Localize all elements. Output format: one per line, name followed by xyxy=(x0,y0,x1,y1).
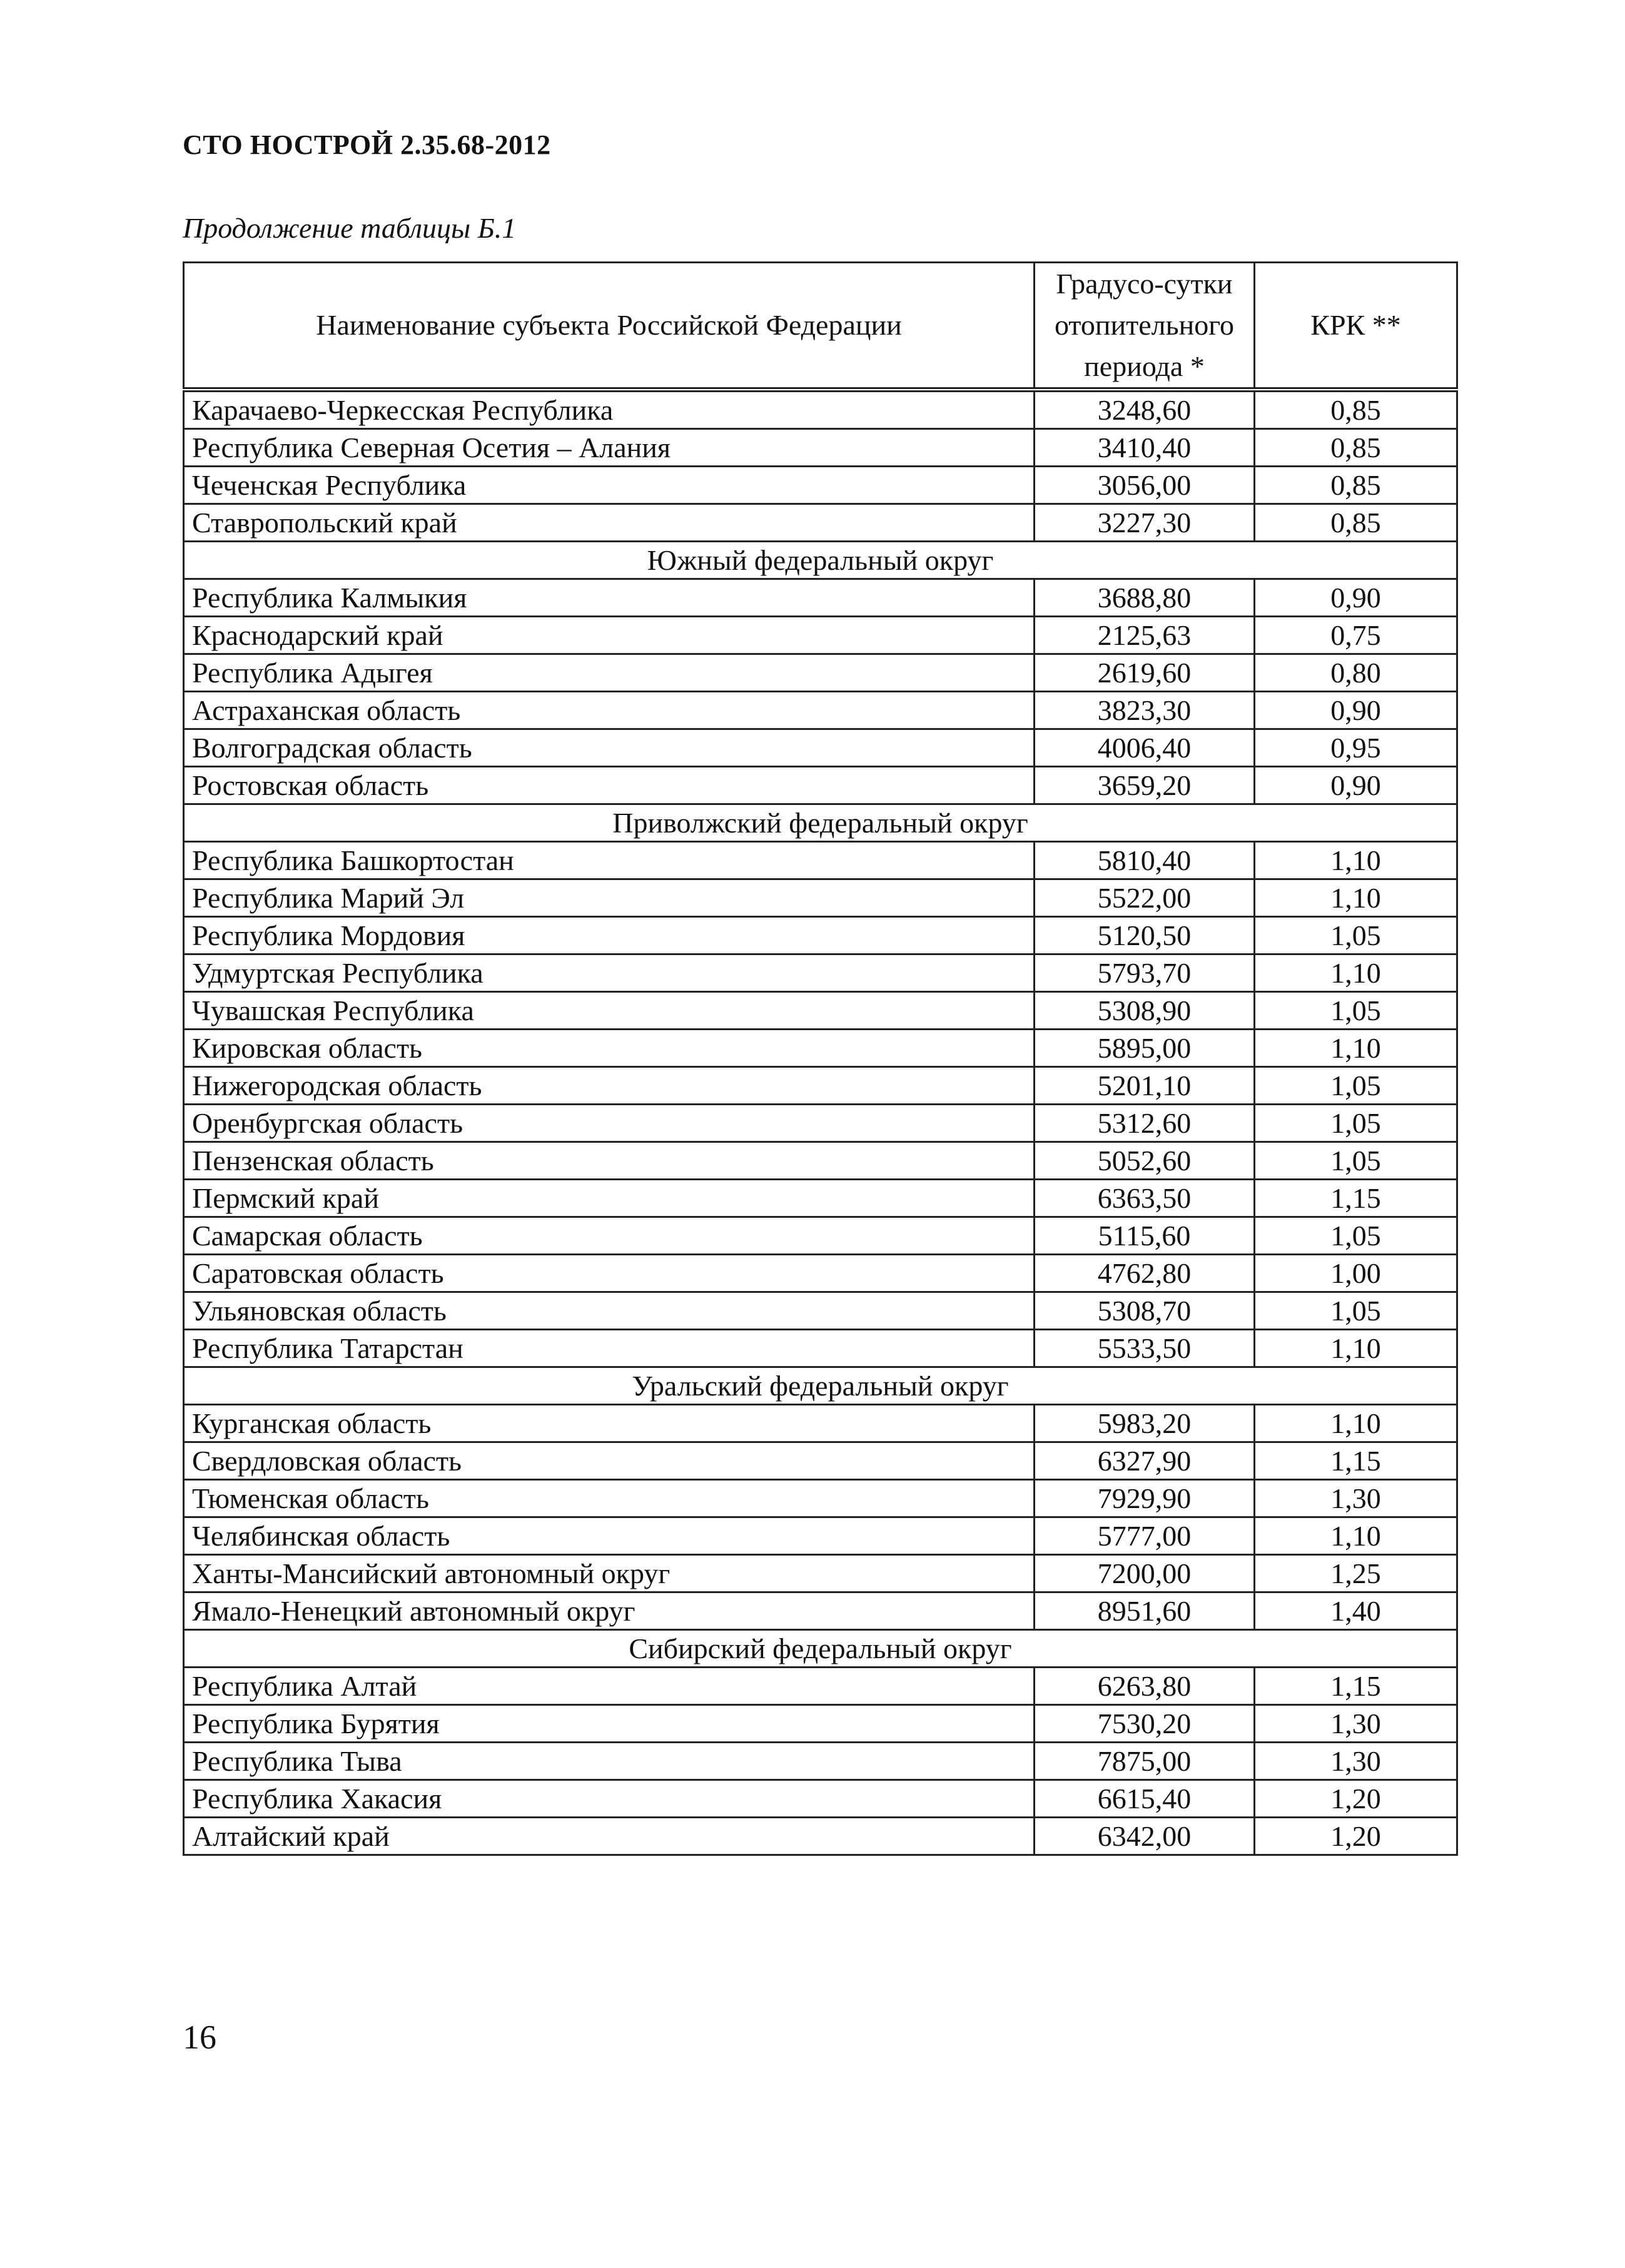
krk-cell: 1,30 xyxy=(1255,1480,1457,1517)
table-row xyxy=(184,1780,1457,1818)
region-name-cell: Оренбургская область xyxy=(184,1105,1035,1142)
region-name-cell: Республика Тыва xyxy=(184,1743,1035,1780)
krk-cell: 1,10 xyxy=(1255,1030,1457,1067)
federal-district-heading: Уральский федеральный округ xyxy=(184,1367,1457,1405)
degree-days-cell: 7875,00 xyxy=(1035,1743,1255,1780)
region-name-cell: Кировская область xyxy=(184,1030,1035,1067)
table-row xyxy=(184,467,1457,504)
krk-cell: 1,10 xyxy=(1255,1405,1457,1442)
degree-days-cell: 5983,20 xyxy=(1035,1405,1255,1442)
degree-days-cell: 3248,60 xyxy=(1035,390,1255,429)
region-name-cell: Ямало-Ненецкий автономный округ xyxy=(184,1592,1035,1630)
federal-district-heading: Южный федеральный округ xyxy=(184,542,1457,579)
region-name-cell: Удмуртская Республика xyxy=(184,954,1035,992)
degree-days-cell: 8951,60 xyxy=(1035,1592,1255,1630)
table-row xyxy=(184,617,1457,654)
degree-days-cell: 7929,90 xyxy=(1035,1480,1255,1517)
region-name-cell: Самарская область xyxy=(184,1217,1035,1255)
table-row xyxy=(184,654,1457,692)
degree-days-cell: 6363,50 xyxy=(1035,1180,1255,1217)
krk-cell: 1,10 xyxy=(1255,1330,1457,1367)
table-row xyxy=(184,1142,1457,1180)
krk-cell: 1,25 xyxy=(1255,1555,1457,1592)
krk-cell: 1,20 xyxy=(1255,1780,1457,1818)
region-name-cell: Республика Марий Эл xyxy=(184,879,1035,917)
krk-cell: 1,10 xyxy=(1255,1517,1457,1555)
table-row xyxy=(184,1105,1457,1142)
degree-days-cell: 5777,00 xyxy=(1035,1517,1255,1555)
krk-cell: 1,30 xyxy=(1255,1743,1457,1780)
degree-days-cell: 3823,30 xyxy=(1035,692,1255,729)
degree-days-cell: 5052,60 xyxy=(1035,1142,1255,1180)
region-name-cell: Республика Адыгея xyxy=(184,654,1035,692)
table-row xyxy=(184,1180,1457,1217)
table-row xyxy=(184,1555,1457,1592)
degree-days-cell: 5308,70 xyxy=(1035,1292,1255,1330)
column-header-region: Наименование субъекта Российской Федерации xyxy=(184,263,1035,390)
region-name-cell: Астраханская область xyxy=(184,692,1035,729)
region-name-cell: Пензенская область xyxy=(184,1142,1035,1180)
krk-cell: 1,10 xyxy=(1255,954,1457,992)
degree-days-cell: 5201,10 xyxy=(1035,1067,1255,1105)
region-name-cell: Карачаево-Черкесская Республика xyxy=(184,390,1035,429)
table-row xyxy=(184,1217,1457,1255)
krk-cell: 0,90 xyxy=(1255,579,1457,617)
degree-days-cell: 3688,80 xyxy=(1035,579,1255,617)
region-name-cell: Саратовская область xyxy=(184,1255,1035,1292)
krk-cell: 0,90 xyxy=(1255,767,1457,804)
degree-days-cell: 3410,40 xyxy=(1035,429,1255,467)
region-name-cell: Ставропольский край xyxy=(184,504,1035,542)
krk-cell: 1,10 xyxy=(1255,879,1457,917)
krk-cell: 0,85 xyxy=(1255,467,1457,504)
region-name-cell: Чеченская Республика xyxy=(184,467,1035,504)
region-name-cell: Волгоградская область xyxy=(184,729,1035,767)
table-row xyxy=(184,1668,1457,1705)
krk-cell: 0,90 xyxy=(1255,692,1457,729)
region-name-cell: Республика Алтай xyxy=(184,1668,1035,1705)
page-number: 16 xyxy=(183,2018,216,2056)
region-name-cell: Чувашская Республика xyxy=(184,992,1035,1030)
region-name-cell: Ханты-Мансийский автономный округ xyxy=(184,1555,1035,1592)
table-row xyxy=(184,1067,1457,1105)
krk-cell: 1,40 xyxy=(1255,1592,1457,1630)
degree-days-cell: 5895,00 xyxy=(1035,1030,1255,1067)
table-row xyxy=(184,1030,1457,1067)
degree-days-cell: 5115,60 xyxy=(1035,1217,1255,1255)
table-row xyxy=(184,992,1457,1030)
degree-days-cell: 5522,00 xyxy=(1035,879,1255,917)
degree-days-cell: 6327,90 xyxy=(1035,1442,1255,1480)
column-header-degree-days: Градусо-сутки отопительного периода * xyxy=(1035,263,1255,390)
degree-days-cell: 5120,50 xyxy=(1035,917,1255,954)
table-row xyxy=(184,1592,1457,1630)
table-row xyxy=(184,504,1457,542)
section-row xyxy=(184,1630,1457,1668)
krk-cell: 1,05 xyxy=(1255,1292,1457,1330)
table-caption: Продолжение таблицы Б.1 xyxy=(183,212,517,244)
region-name-cell: Республика Хакасия xyxy=(184,1780,1035,1818)
table-row xyxy=(184,1255,1457,1292)
table-row xyxy=(184,917,1457,954)
document-code: СТО НОСТРОЙ 2.35.68-2012 xyxy=(183,129,551,160)
regions-table xyxy=(183,261,1458,1856)
krk-cell: 1,00 xyxy=(1255,1255,1457,1292)
degree-days-cell: 4006,40 xyxy=(1035,729,1255,767)
region-name-cell: Республика Татарстан xyxy=(184,1330,1035,1367)
krk-cell: 1,10 xyxy=(1255,842,1457,879)
section-row xyxy=(184,1367,1457,1405)
degree-days-cell: 5312,60 xyxy=(1035,1105,1255,1142)
column-header-krk: КРК ** xyxy=(1255,263,1457,390)
table-header xyxy=(184,263,1457,390)
table-row xyxy=(184,1818,1457,1855)
degree-days-cell: 6342,00 xyxy=(1035,1818,1255,1855)
table-row xyxy=(184,1705,1457,1743)
region-name-cell: Республика Башкортостан xyxy=(184,842,1035,879)
region-name-cell: Нижегородская область xyxy=(184,1067,1035,1105)
degree-days-cell: 3227,30 xyxy=(1035,504,1255,542)
federal-district-heading: Приволжский федеральный округ xyxy=(184,804,1457,842)
degree-days-cell: 2619,60 xyxy=(1035,654,1255,692)
krk-cell: 1,30 xyxy=(1255,1705,1457,1743)
table-row xyxy=(184,692,1457,729)
krk-cell: 0,80 xyxy=(1255,654,1457,692)
region-name-cell: Краснодарский край xyxy=(184,617,1035,654)
krk-cell: 1,05 xyxy=(1255,1105,1457,1142)
degree-days-cell: 6615,40 xyxy=(1035,1780,1255,1818)
krk-cell: 1,05 xyxy=(1255,992,1457,1030)
krk-cell: 1,20 xyxy=(1255,1818,1457,1855)
table-row xyxy=(184,842,1457,879)
region-name-cell: Челябинская область xyxy=(184,1517,1035,1555)
krk-cell: 1,05 xyxy=(1255,1067,1457,1105)
table-row xyxy=(184,1442,1457,1480)
table-row xyxy=(184,429,1457,467)
degree-days-cell: 2125,63 xyxy=(1035,617,1255,654)
degree-days-cell: 3659,20 xyxy=(1035,767,1255,804)
header-row xyxy=(184,263,1457,390)
degree-days-cell: 5533,50 xyxy=(1035,1330,1255,1367)
region-name-cell: Свердловская область xyxy=(184,1442,1035,1480)
krk-cell: 1,05 xyxy=(1255,1142,1457,1180)
krk-cell: 0,95 xyxy=(1255,729,1457,767)
table-row xyxy=(184,879,1457,917)
krk-cell: 1,05 xyxy=(1255,917,1457,954)
krk-cell: 1,05 xyxy=(1255,1217,1457,1255)
krk-cell: 1,15 xyxy=(1255,1668,1457,1705)
federal-district-heading: Сибирский федеральный округ xyxy=(184,1630,1457,1668)
region-name-cell: Республика Северная Осетия – Алания xyxy=(184,429,1035,467)
region-name-cell: Республика Мордовия xyxy=(184,917,1035,954)
region-name-cell: Ульяновская область xyxy=(184,1292,1035,1330)
table-row xyxy=(184,390,1457,429)
table-row xyxy=(184,1743,1457,1780)
krk-cell: 0,85 xyxy=(1255,390,1457,429)
krk-cell: 0,85 xyxy=(1255,504,1457,542)
table-row xyxy=(184,1330,1457,1367)
region-name-cell: Республика Калмыкия xyxy=(184,579,1035,617)
krk-cell: 1,15 xyxy=(1255,1180,1457,1217)
table-row xyxy=(184,1480,1457,1517)
table-row xyxy=(184,1292,1457,1330)
degree-days-cell: 5810,40 xyxy=(1035,842,1255,879)
region-name-cell: Республика Бурятия xyxy=(184,1705,1035,1743)
krk-cell: 0,75 xyxy=(1255,617,1457,654)
table-row xyxy=(184,767,1457,804)
degree-days-cell: 5793,70 xyxy=(1035,954,1255,992)
region-name-cell: Алтайский край xyxy=(184,1818,1035,1855)
region-name-cell: Ростовская область xyxy=(184,767,1035,804)
table-row xyxy=(184,1517,1457,1555)
section-row xyxy=(184,542,1457,579)
degree-days-cell: 6263,80 xyxy=(1035,1668,1255,1705)
table-row xyxy=(184,954,1457,992)
table-row xyxy=(184,579,1457,617)
table-body xyxy=(184,390,1457,1855)
degree-days-cell: 4762,80 xyxy=(1035,1255,1255,1292)
krk-cell: 0,85 xyxy=(1255,429,1457,467)
region-name-cell: Тюменская область xyxy=(184,1480,1035,1517)
krk-cell: 1,15 xyxy=(1255,1442,1457,1480)
section-row xyxy=(184,804,1457,842)
table-row xyxy=(184,1405,1457,1442)
region-name-cell: Пермский край xyxy=(184,1180,1035,1217)
region-name-cell: Курганская область xyxy=(184,1405,1035,1442)
degree-days-cell: 7530,20 xyxy=(1035,1705,1255,1743)
degree-days-cell: 7200,00 xyxy=(1035,1555,1255,1592)
degree-days-cell: 5308,90 xyxy=(1035,992,1255,1030)
table-row xyxy=(184,729,1457,767)
degree-days-cell: 3056,00 xyxy=(1035,467,1255,504)
